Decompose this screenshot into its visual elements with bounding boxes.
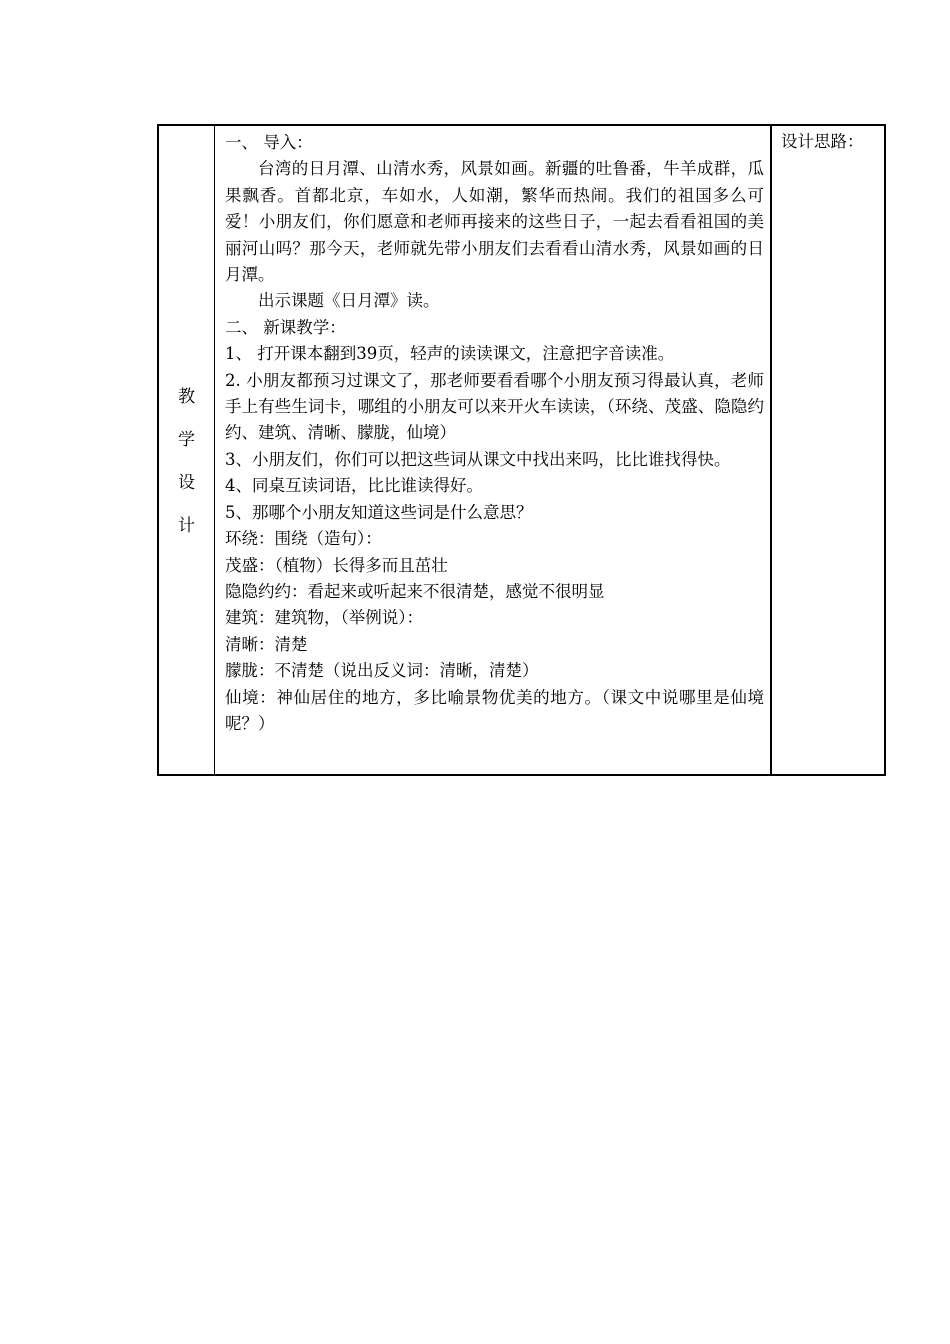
label-char: 学 (178, 430, 195, 450)
show-title-line: 出示课题《日月潭》读。 (258, 291, 440, 311)
vocab-item: 环绕：围绕（造句）： (225, 529, 382, 549)
label-char: 计 (178, 516, 195, 536)
step-item: 3、小朋友们，你们可以把这些词从课文中找出来吗，比比谁找得快。 (225, 449, 731, 469)
label-column (159, 126, 215, 774)
vocab-item: 仙境：神仙居住的地方，多比喻景物优美的地方。（课文中说哪里是仙境呢？） (225, 687, 764, 733)
vocab-item: 隐隐约约：看起来或听起来不很清楚，感觉不很明显 (225, 581, 605, 601)
lesson-plan-table (157, 124, 886, 776)
step-item: 1、 打开课本翻到39页，轻声的读读课文，注意把字音读准。 (225, 344, 675, 364)
design-notes-header: 设计思路： (781, 132, 864, 151)
notes-column (772, 126, 884, 774)
content-column (215, 126, 772, 774)
label-char: 教 (178, 387, 195, 407)
vocab-item: 清晰：清楚 (225, 634, 308, 654)
label-char: 设 (178, 473, 195, 493)
step-item: 4、同桌互读词语，比比谁读得好。 (225, 476, 483, 496)
teaching-design-label (159, 376, 214, 548)
vocab-item: 朦胧：不清楚（说出反义词：清晰，清楚） (225, 661, 539, 681)
step-item: 2. 小朋友都预习过课文了，那老师要看看哪个小朋友预习得最认真，老师手上有些生词卡，哪组的小朋友可以来开火车读读，（环绕、茂盛、隐隐约约、建筑、清晰、朦胧，仙境） (225, 370, 764, 443)
section-heading-intro: 一、 导入： (225, 133, 313, 152)
vocab-item: 茂盛：（植物）长得多而且茁壮 (225, 555, 448, 575)
intro-paragraph: 台湾的日月潭、山清水秀，风景如画。新疆的吐鲁番，牛羊成群，瓜果飘香。首都北京，车如水，人如潮，繁华而热闹。我们的祖国多么可爱！小朋友们，你们愿意和老师再接来的这些日子，一起去看看祖国的美丽河山吗？那今天，老师就先带小朋友们去看看山清水秀，风景如画的日月潭。 (225, 159, 764, 285)
section-heading-new-lesson: 二、 新课教学： (225, 317, 346, 337)
vocab-item: 建筑：建筑物，（举例说）： (225, 608, 423, 628)
step-item: 5、那哪个小朋友知道这些词是什么意思？ (225, 502, 533, 522)
